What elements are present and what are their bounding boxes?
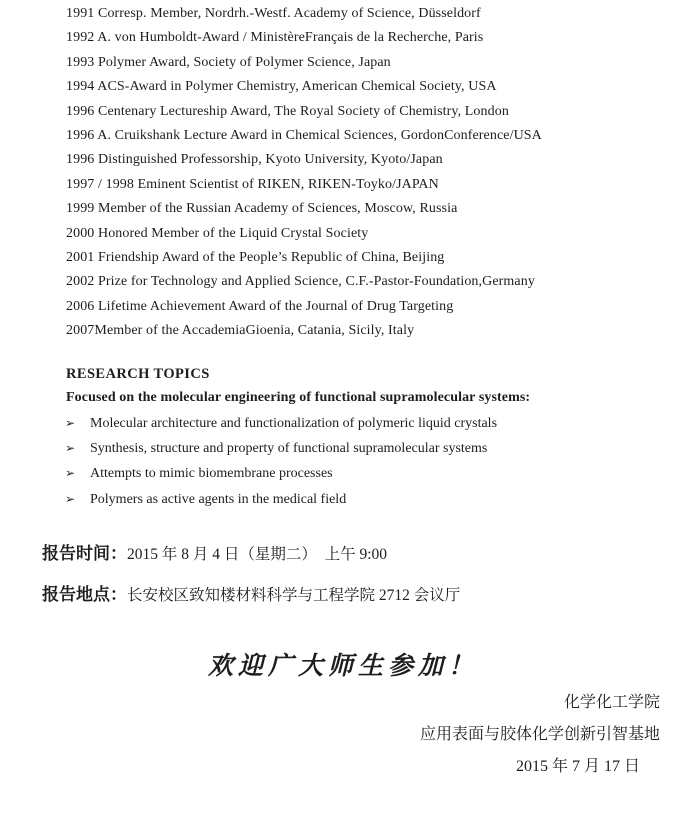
- arrow-bullet-icon: ➢: [65, 440, 76, 455]
- award-item: 1996 Centenary Lectureship Award, The Royal Society of Chemistry, London: [66, 103, 509, 119]
- arrow-bullet-icon: ➢: [65, 466, 76, 481]
- award-item: 1996 Distinguished Professorship, Kyoto University, Kyoto/Japan: [66, 152, 443, 168]
- research-topics-section: [0, 362, 700, 512]
- org-name-primary: 化学化工学院: [563, 694, 660, 712]
- research-topic-item: [66, 436, 700, 461]
- award-item: 2002 Prize for Technology and Applied Science, C.F.-Pastor-Foundation,Germany: [66, 274, 535, 290]
- report-place-row: [42, 583, 700, 608]
- award-item: 1997 / 1998 Eminent Scientist of RIKEN, RIKEN-Toyko/JAPAN: [66, 176, 439, 192]
- research-topic-text: Attempts to mimic biomembrane processes: [90, 466, 333, 482]
- research-topics-heading: RESEARCH TOPICS: [66, 365, 210, 382]
- research-topic-text: Polymers as active agents in the medical field: [90, 491, 347, 507]
- award-item: 1993 Polymer Award, Society of Polymer Science, Japan: [66, 54, 391, 70]
- award-item: 1991 Corresp. Member, Nordrh.-Westf. Academy of Science, Düsseldorf: [66, 6, 481, 21]
- report-place-label: 报告地点：: [42, 585, 127, 605]
- research-topic-item: [66, 461, 700, 486]
- research-topic-text: Molecular architecture and functionalization of polymeric liquid crystals: [90, 415, 498, 431]
- meeting-info-section: [0, 542, 700, 608]
- research-intro: Focused on the molecular engineering of functional supramolecular systems:: [66, 390, 531, 406]
- welcome-message: 欢迎广大师生参加！: [207, 653, 478, 681]
- research-topic-item: [66, 487, 700, 512]
- award-item: 2000 Honored Member of the Liquid Crystal Society: [66, 225, 369, 241]
- report-time-row: [42, 542, 700, 567]
- award-item: 1992 A. von Humboldt-Award / MinistèreFrançais de la Recherche, Paris: [66, 30, 484, 46]
- report-place-value: 长安校区致知楼材料科学与工程学院 2712 会议厅: [127, 587, 461, 605]
- award-item: 1994 ACS-Award in Polymer Chemistry, American Chemical Society, USA: [66, 79, 497, 95]
- report-time-label: 报告时间：: [42, 544, 127, 564]
- award-item: 2001 Friendship Award of the People’s Republic of China, Beijing: [66, 250, 445, 266]
- issue-date: 2015 年 7 月 17 日: [515, 758, 640, 776]
- arrow-bullet-icon: ➢: [65, 491, 76, 506]
- org-name-secondary: 应用表面与胶体化学创新引智基地: [419, 726, 660, 744]
- report-time-value: 2015 年 8 月 4 日（星期二） 上午 9:00: [127, 546, 388, 564]
- arrow-bullet-icon: ➢: [65, 415, 76, 430]
- signature-block: [0, 694, 700, 776]
- awards-list: [0, 0, 700, 344]
- research-topic-text: Synthesis, structure and property of functional supramolecular systems: [90, 440, 488, 456]
- award-item: 2007Member of the AccademiaGioenia, Catania, Sicily, Italy: [66, 323, 415, 339]
- research-topic-item: [66, 411, 700, 436]
- award-item: 2006 Lifetime Achievement Award of the Journal of Drug Targeting: [66, 298, 454, 314]
- award-item: 1999 Member of the Russian Academy of Sciences, Moscow, Russia: [66, 201, 458, 217]
- award-item: 1996 A. Cruikshank Lecture Award in Chemical Sciences, GordonConference/USA: [66, 128, 542, 144]
